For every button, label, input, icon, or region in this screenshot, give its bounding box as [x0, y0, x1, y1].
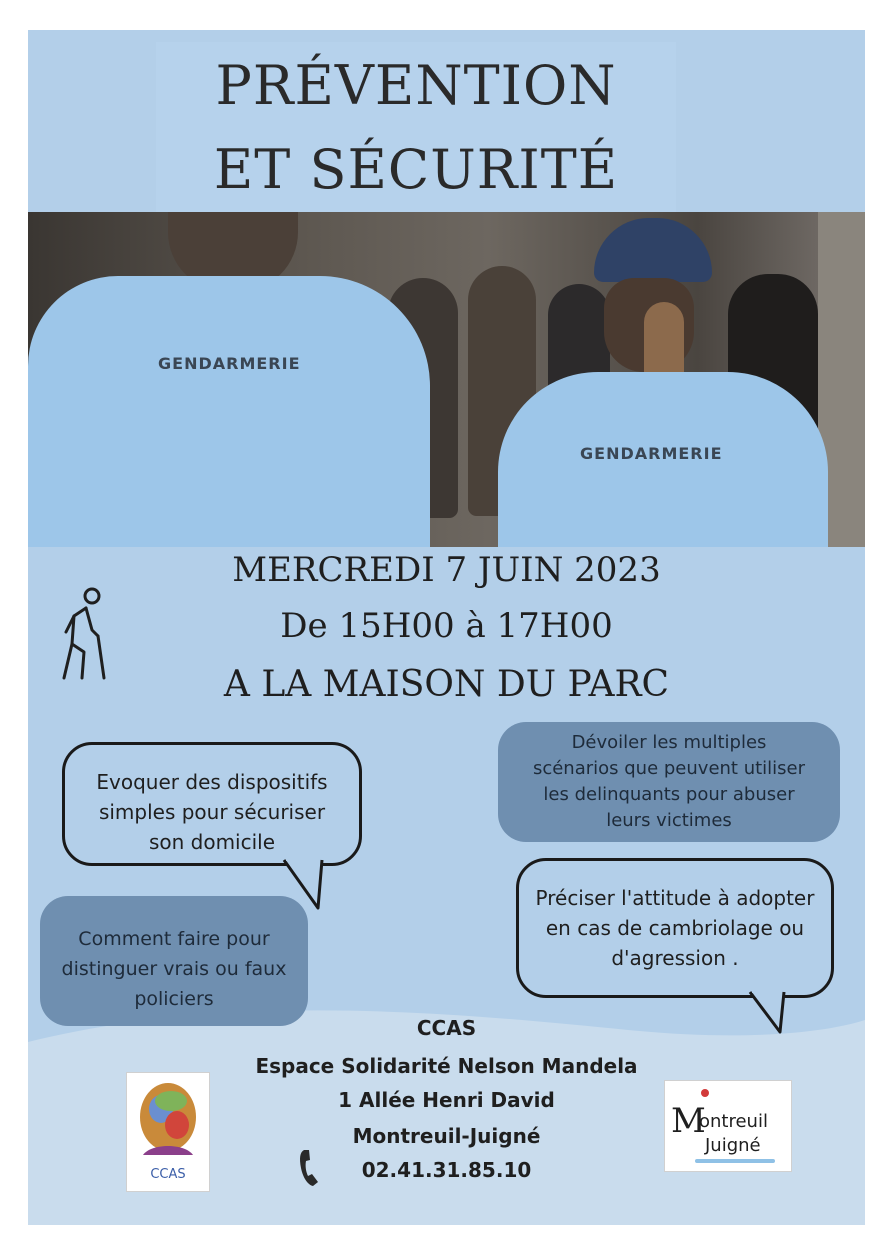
- title-line-2: ET SÉCURITÉ: [213, 138, 619, 201]
- shirt-label-left: GENDARMERIE: [158, 354, 301, 373]
- event-date: MERCREDI 7 JUIN 2023: [232, 550, 661, 590]
- bubble-domicile-line: Evoquer des dispositifs: [96, 770, 328, 794]
- bubble-scenarios-line: les delinquants pour abuser: [543, 784, 795, 805]
- address-org: CCAS: [416, 1016, 477, 1040]
- bubble-policiers-line: Comment faire pour: [78, 928, 270, 950]
- ccas-logo-caption: CCAS: [150, 1167, 186, 1182]
- nelson-mandela-portrait: [127, 1073, 209, 1163]
- bubble-scenarios: [498, 722, 840, 842]
- ccas-logo: [126, 1072, 210, 1192]
- bubble-policiers-line: policiers: [134, 988, 214, 1010]
- shirt-label-right: GENDARMERIE: [580, 444, 723, 463]
- montreuil-juigne-logo: [664, 1080, 792, 1172]
- bubble-policiers: [40, 896, 308, 1026]
- title-block: [156, 42, 676, 214]
- poster: [28, 30, 865, 1225]
- bubble-domicile: [62, 742, 362, 866]
- mj-logo-swoosh: [695, 1159, 775, 1163]
- event-place: A LA MAISON DU PARC: [223, 664, 670, 705]
- gendarme-left: [28, 276, 430, 547]
- bubble-scenarios-line: scénarios que peuvent utiliser: [532, 758, 806, 779]
- address-city: Montreuil-Juigné: [352, 1124, 541, 1148]
- address-street: 1 Allée Henri David: [338, 1088, 555, 1112]
- gendarmes-photo: [28, 212, 865, 547]
- walking-cane-person-icon: [52, 586, 116, 682]
- address-place: Espace Solidarité Nelson Mandela: [255, 1054, 638, 1078]
- mj-logo-m: M: [671, 1101, 706, 1141]
- bubble-scenarios-line: leurs victimes: [606, 810, 732, 831]
- bubble-domicile-line: son domicile: [148, 830, 276, 854]
- mj-logo-dot: [701, 1089, 709, 1097]
- bubble-attitude-line: en cas de cambriolage ou: [545, 916, 805, 940]
- bubble-domicile-line: simples pour sécuriser: [98, 800, 326, 824]
- phone-icon: [298, 1148, 324, 1188]
- mj-logo-line2: Juigné: [705, 1135, 761, 1156]
- event-time: De 15H00 à 17H00: [280, 606, 613, 646]
- kepi-hat: [594, 218, 712, 282]
- title-line-1: PRÉVENTION: [215, 54, 617, 117]
- bubble-policiers-line: distinguer vrais ou faux: [61, 958, 287, 980]
- bubble-attitude-line: Préciser l'attitude à adopter: [535, 886, 815, 910]
- mj-logo-line1: ontreuil: [699, 1111, 768, 1132]
- bubble-attitude-line: d'agression .: [611, 946, 739, 970]
- address-phone: 02.41.31.85.10: [361, 1158, 532, 1182]
- bubble-scenarios-line: Dévoiler les multiples: [571, 732, 767, 753]
- bubble-attitude: [516, 858, 834, 998]
